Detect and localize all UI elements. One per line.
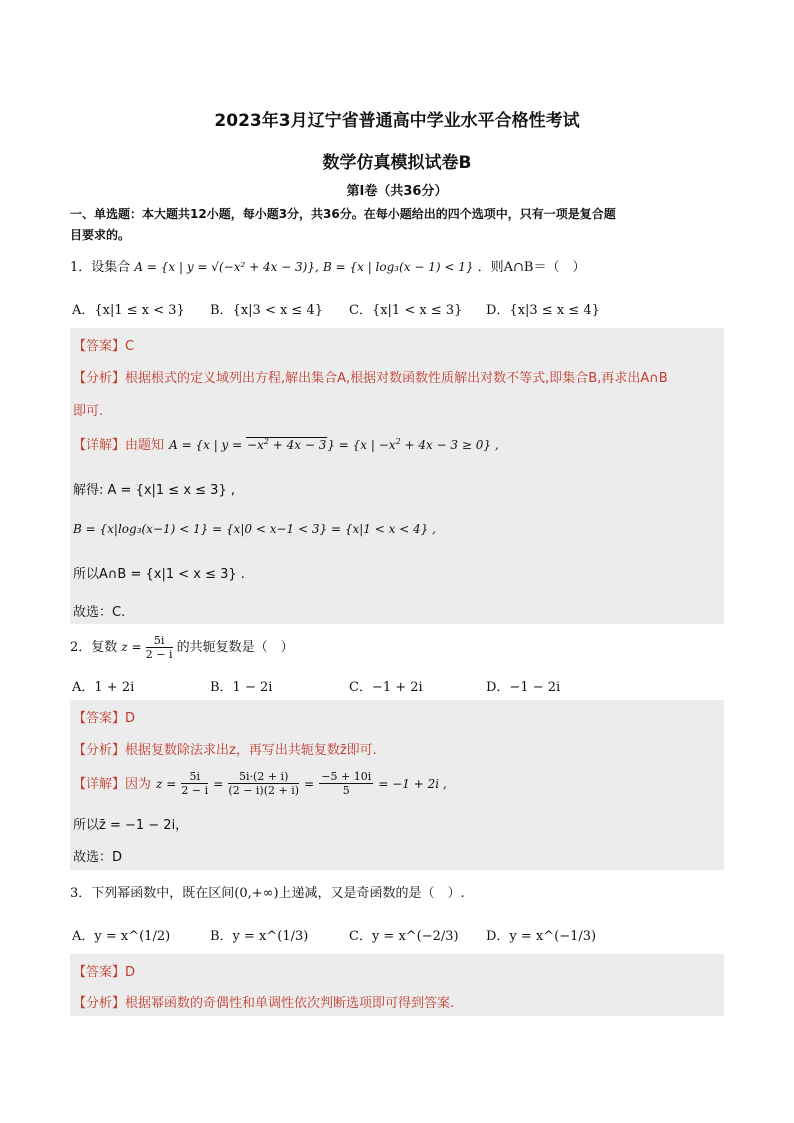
- q1-stem: 1．设集合 A = {x | y = √(−x² + 4x − 3)}, B = {x | log₃(x − 1) < 1} ．则A∩B＝（ ）: [70, 260, 586, 275]
- q2-conclusion: 故选：D: [73, 850, 123, 865]
- q2-option-a: A．1 + 2i: [72, 680, 135, 695]
- q2-stem: 2．复数 z = $\frac{5i}{2 - i}$ 的共轭复数是（ ）: [70, 634, 294, 661]
- q1-detail: [73, 434, 499, 453]
- answer-tag: 【答案】: [73, 965, 126, 980]
- q3-analysis-text: 根据幂函数的奇偶性和单调性依次判断选项即可得到答案.: [125, 996, 455, 1011]
- q3-option-c: C．y = x^(−2/3): [349, 929, 459, 944]
- section-heading: 第I卷（共36分）: [346, 184, 448, 199]
- instructions-line-1: 一、单选题：本大题共12小题，每小题3分，共36分。在每小题给出的四个选项中，只有一项是复合题: [70, 207, 616, 221]
- q1-detail-result: 所以A∩B = {x|1 < x ≤ 3} .: [73, 567, 245, 582]
- q2-tail: 的共轭复数是（ ）: [176, 640, 294, 655]
- q1-analysis-text: 根据根式的定义域列出方程,解出集合A,根据对数函数性质解出对数不等式,即集合B,再求出A∩B: [125, 371, 668, 386]
- instructions-line-2: 目要求的。: [70, 228, 131, 242]
- analysis-tag: 【分析】: [73, 996, 126, 1011]
- q1-detail-b: B = {x|log₃(x−1) < 1} = {x|0 < x−1 < 3} = {x|1 < x < 4} ,: [73, 522, 436, 536]
- q3-option-d: D．y = x^(−1/3): [486, 929, 597, 944]
- q1-option-a: A．{x|1 ≤ x < 3}: [72, 303, 185, 318]
- q1-detail-formula: A = {x | $y = -x^2 + 4x - 3\} = \{x$ | $-x^2 + 4x - 3 \ge 0$} ,: [169, 437, 499, 452]
- q1-detail-prefix: 由题知: [125, 438, 165, 453]
- q1-option-b: B．{x|3 < x ≤ 4}: [210, 303, 323, 318]
- q2-detail-result: 所以z̄ = −1 − 2i，: [73, 818, 189, 833]
- q1-set-b: B = {x | log₃(x − 1) < 1}: [322, 260, 474, 274]
- q3-stem: 3．下列幂函数中，既在区间(0,+∞)上递减，又是奇函数的是（ ）.: [70, 886, 465, 901]
- detail-tag: 【详解】: [73, 777, 126, 792]
- q1-set-a: A = {x | y = √(−x² + 4x − 3)}: [134, 260, 315, 274]
- q2-option-c: C．−1 + 2i: [349, 680, 423, 695]
- q1-prefix: 1．设集合: [70, 260, 131, 275]
- q2-detail: 【详解】因为 z = $\frac{5i}{2 - i}$ = $\frac{5i\cdot(2 + i)}{(2 - i)(2 + i)}$ = $\frac{-5 + 10i}{5}$ = −1 + 2i ,: [73, 770, 447, 797]
- page-subtitle: 数学仿真模拟试卷B: [322, 153, 472, 173]
- q3-option-b: B．y = x^(1/3): [210, 929, 309, 944]
- q2-analysis: [73, 739, 377, 758]
- q1-conclusion: 故选：C.: [73, 605, 126, 620]
- q1-analysis: [73, 367, 668, 386]
- q1-detail-step: 解得: A = {x|1 ≤ x ≤ 3} ,: [73, 483, 235, 498]
- q1-option-d: D．{x|3 ≤ x ≤ 4}: [486, 303, 600, 318]
- q2-detail-prefix: 因为: [125, 777, 152, 792]
- q2-answer-value: D: [125, 711, 136, 726]
- answer-tag: 【答案】: [73, 339, 126, 354]
- q3-option-a: A．y = x^(1/2): [72, 929, 171, 944]
- q2-fraction: $\frac{5i}{2 - i}$: [145, 634, 173, 661]
- q3-answer-value: D: [125, 965, 136, 980]
- q3-analysis: [73, 992, 454, 1011]
- q3-answer: [73, 961, 135, 980]
- q1-answer: [73, 335, 134, 354]
- analysis-tag: 【分析】: [73, 371, 126, 386]
- q1-answer-value: C: [125, 339, 135, 354]
- q1-analysis-line-2: 即可.: [73, 404, 104, 419]
- q2-option-b: B．1 − 2i: [210, 680, 273, 695]
- page-title: 2023年3月辽宁省普通高中学业水平合格性考试: [214, 111, 580, 131]
- q2-answer: [73, 707, 135, 726]
- q2-prefix: 2．复数: [70, 640, 118, 655]
- q2-analysis-text: 根据复数除法求出z，再写出共轭复数z̄即可.: [125, 743, 377, 758]
- detail-tag: 【详解】: [73, 438, 126, 453]
- q1-option-c: C．{x|1 < x ≤ 3}: [349, 303, 463, 318]
- q1-tail: ．则A∩B＝（ ）: [477, 260, 586, 275]
- analysis-tag: 【分析】: [73, 743, 126, 758]
- q2-option-d: D．−1 − 2i: [486, 680, 561, 695]
- answer-tag: 【答案】: [73, 711, 126, 726]
